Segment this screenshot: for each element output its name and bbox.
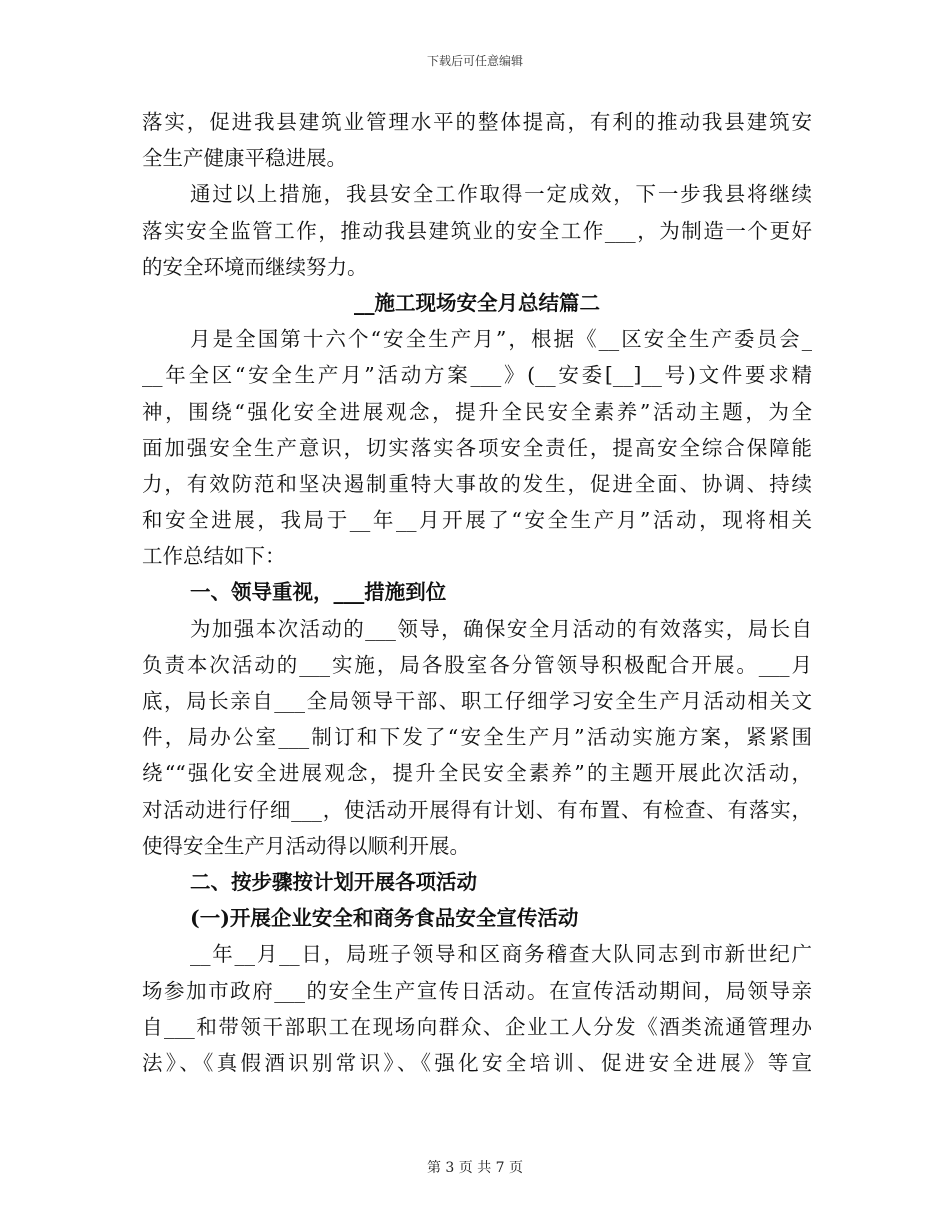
paragraph-line: __年全区“安全生产月”活动方案___》(__安委[__]__号)文件要求精 bbox=[142, 363, 812, 388]
paragraph-line: 面加强安全生产意识，切实落实各项安全责任，提高安全综合保障能 bbox=[142, 435, 812, 460]
paragraph-line: 神，围绕“强化安全进展观念，提升全民安全素养”活动主题，为全 bbox=[142, 399, 812, 424]
section-heading: 一、领导重视，___措施到位 bbox=[190, 580, 447, 605]
paragraph-first-line: __年__月__日，局班子领导和区商务稽查大队同志到市新世纪广 bbox=[190, 942, 812, 967]
document-body bbox=[142, 104, 812, 1081]
paragraph-line: 和安全进展，我局于__年__月开展了“安全生产月”活动，现将相关 bbox=[142, 508, 812, 533]
section-heading: 二、按步骤按计划开展各项活动 bbox=[190, 869, 477, 894]
paragraph-line: 绕““强化安全进展观念，提升全民安全素养”的主题开展此次活动， bbox=[142, 761, 812, 786]
paragraph-line: 负责本次活动的___实施，局各股室各分管领导积极配合开展。___月 bbox=[142, 652, 812, 677]
paragraph-line: 对活动进行仔细___，使活动开展得有计划、有布置、有检查、有落实， bbox=[142, 797, 812, 822]
paragraph-line: 落实，促进我县建筑业管理水平的整体提高，有利的推动我县建筑安 bbox=[142, 110, 812, 134]
paragraph-line: 件，局办公室___制订和下发了“安全生产月”活动实施方案，紧紧围 bbox=[142, 725, 812, 750]
paragraph-last-line: 工作总结如下： bbox=[142, 544, 286, 569]
paragraph-last-line: 使得安全生产月活动得以顺利开展。 bbox=[142, 833, 470, 858]
paragraph-line: 法》、《真假酒识别常识》、《强化安全培训、促进安全进展》等宣 bbox=[142, 1050, 812, 1075]
section-title: __施工现场安全月总结篇二 bbox=[354, 290, 600, 315]
paragraph-line: 场参加市政府___的安全生产宣传日活动。在宣传活动期间，局领导亲 bbox=[142, 978, 812, 1003]
page-footer: 第 3 页 共 7 页 bbox=[426, 1160, 524, 1176]
paragraph-line: 落实安全监管工作，推动我县建筑业的安全工作___，为制造一个更好 bbox=[142, 218, 812, 243]
paragraph-line: 底，局长亲自___全局领导干部、职工仔细学习安全生产月活动相关文 bbox=[142, 689, 812, 713]
paragraph-line: 力，有效防范和坚决遏制重特大事故的发生，促进全面、协调、持续 bbox=[142, 471, 812, 496]
page-header: 下载后可任意编辑 bbox=[426, 54, 523, 68]
section-heading: (一)开展企业安全和商务食品安全宣传活动 bbox=[190, 906, 579, 931]
paragraph-first-line: 月是全国第十六个“安全生产月”，根据《__区安全生产委员会_ bbox=[190, 327, 812, 352]
paragraph-last-line: 的安全环境而继续努力。 bbox=[142, 254, 368, 279]
paragraph-last-line: 全生产健康平稳进展。 bbox=[142, 146, 347, 171]
paragraph-first-line: 通过以上措施，我县安全工作取得一定成效，下一步我县将继续 bbox=[190, 182, 812, 207]
paragraph-line: 自___和带领干部职工在现场向群众、企业工人分发《酒类流通管理办 bbox=[142, 1014, 812, 1039]
paragraph-first-line: 为加强本次活动的___领导，确保安全月活动的有效落实，局长自 bbox=[190, 616, 812, 641]
